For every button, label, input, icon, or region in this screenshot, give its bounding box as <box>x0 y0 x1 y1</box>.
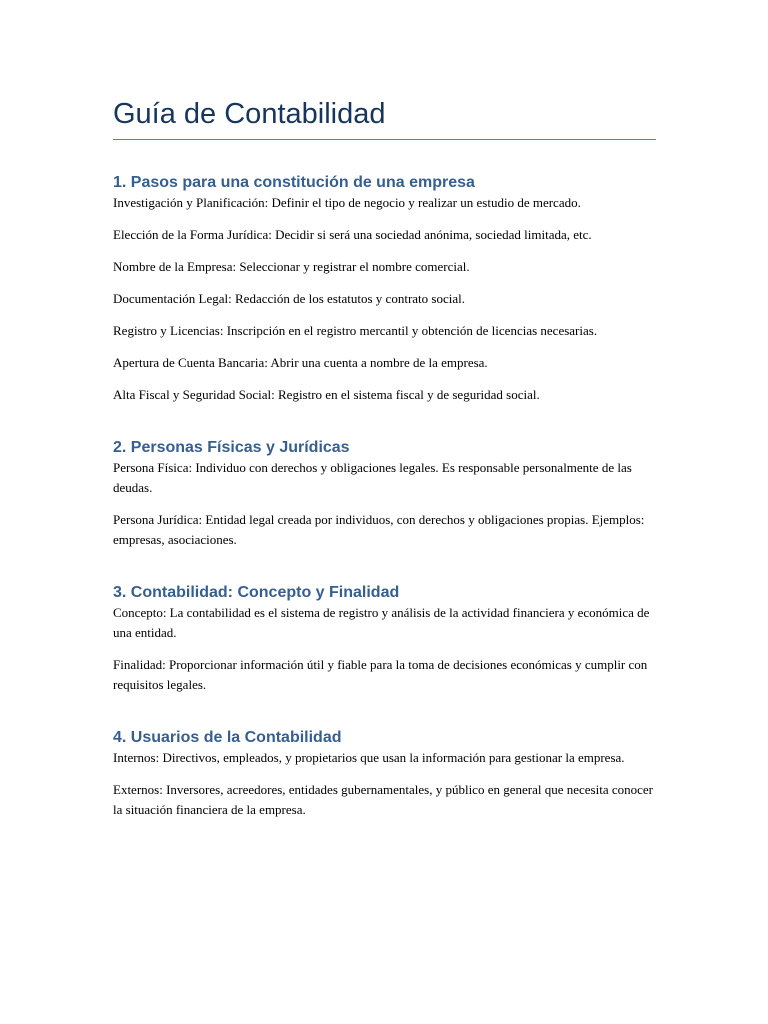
section-usuarios-contabilidad <box>113 728 656 820</box>
section-heading: 4. Usuarios de la Contabilidad <box>113 729 342 746</box>
paragraph: Apertura de Cuenta Bancaria: Abrir una cuenta a nombre de la empresa. <box>113 355 488 370</box>
section-constitucion-empresa <box>113 173 656 405</box>
paragraph: Nombre de la Empresa: Seleccionar y registrar el nombre comercial. <box>113 259 470 274</box>
paragraph: Investigación y Planificación: Definir el tipo de negocio y realizar un estudio de mercado. <box>113 195 581 210</box>
section-heading: 1. Pasos para una constitución de una empresa <box>113 174 475 191</box>
paragraph: Persona Física: Individuo con derechos y obligaciones legales. Es responsable personalmente de las deudas. <box>113 460 632 495</box>
paragraph: Concepto: La contabilidad es el sistema de registro y análisis de la actividad financiera y económica de una entidad. <box>113 605 650 640</box>
document-title: Guía de Contabilidad <box>113 96 656 140</box>
paragraph: Elección de la Forma Jurídica: Decidir si será una sociedad anónima, sociedad limitada, etc. <box>113 227 592 242</box>
paragraph: Finalidad: Proporcionar información útil y fiable para la toma de decisiones económicas y cumplir con requisitos legales. <box>113 657 648 692</box>
document-page <box>113 96 656 820</box>
section-personas-fisicas-juridicas <box>113 438 656 550</box>
paragraph: Alta Fiscal y Seguridad Social: Registro en el sistema fiscal y de seguridad social. <box>113 387 540 402</box>
section-heading: 3. Contabilidad: Concepto y Finalidad <box>113 584 400 601</box>
section-contabilidad-concepto <box>113 583 656 695</box>
section-heading: 2. Personas Físicas y Jurídicas <box>113 439 350 456</box>
paragraph: Documentación Legal: Redacción de los estatutos y contrato social. <box>113 291 465 306</box>
paragraph: Registro y Licencias: Inscripción en el registro mercantil y obtención de licencias necesarias. <box>113 323 598 338</box>
paragraph: Externos: Inversores, acreedores, entidades gubernamentales, y público en general que necesita conocer la situación financiera de la empresa. <box>113 782 653 817</box>
paragraph: Internos: Directivos, empleados, y propietarios que usan la información para gestionar la empresa. <box>113 750 625 765</box>
paragraph: Persona Jurídica: Entidad legal creada por individuos, con derechos y obligaciones propias. Ejemplos: empresas, asociaciones. <box>113 512 645 547</box>
